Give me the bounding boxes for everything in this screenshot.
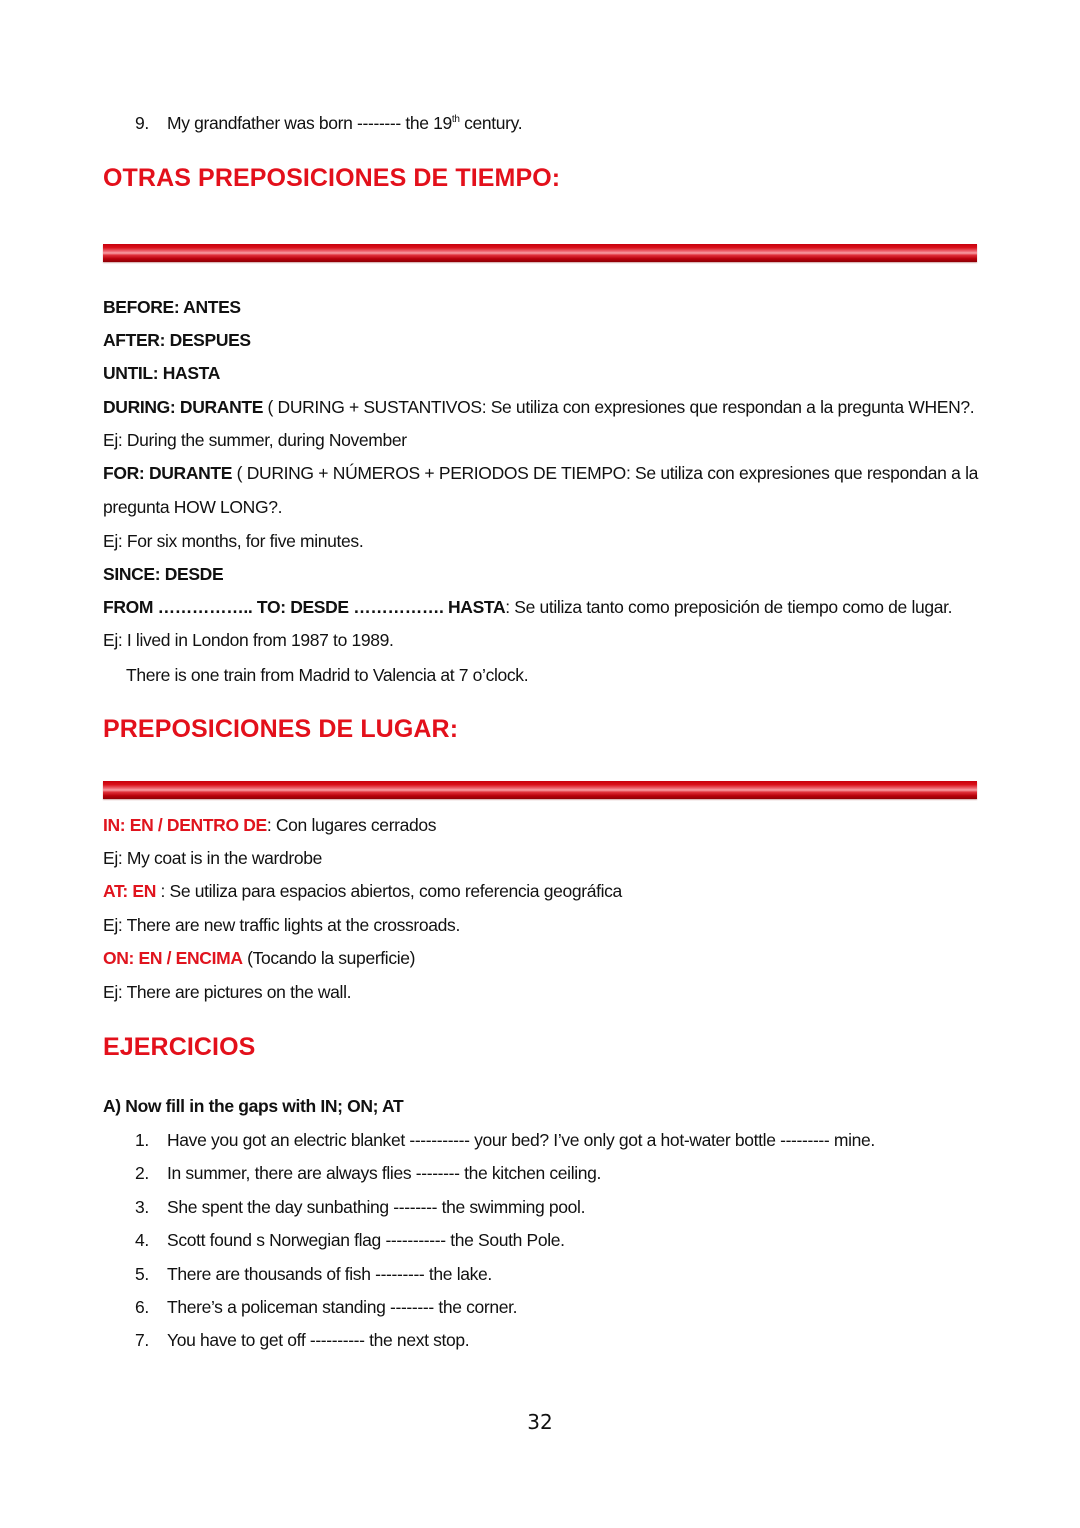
term-description: ( DURING + NÚMEROS + PERIODOS DE TIEMPO: Se utiliza con expresiones que respondan a la (232, 463, 978, 483)
term-label: AT: EN (103, 881, 156, 901)
section-heading-exercises: EJERCICIOS (103, 1033, 256, 1061)
item-text: Have you got an electric blanket ----------- your bed? I’ve only got a hot-water bottle --------- mine. (167, 1130, 875, 1150)
item-number: 7. (135, 1330, 149, 1350)
term-label: IN: EN / DENTRO DE (103, 815, 267, 835)
item-number: 5. (135, 1264, 149, 1284)
red-divider-bar (103, 244, 977, 262)
item-text: There are thousands of fish --------- the lake. (167, 1264, 492, 1284)
exercise-item (135, 1296, 517, 1318)
term-description: ( DURING + SUSTANTIVOS: Se utiliza con expresiones que respondan a la pregunta WHEN?. (263, 397, 975, 417)
term-on (103, 947, 415, 969)
exercise-item (135, 1196, 585, 1218)
term-from-to (103, 596, 952, 618)
example-during: Ej: During the summer, during November (103, 430, 407, 450)
term-label: ON: EN / ENCIMA (103, 948, 243, 968)
section-heading-place: PREPOSICIONES DE LUGAR: (103, 715, 459, 743)
item-number: 9. (135, 113, 149, 133)
exercise-item (135, 1329, 469, 1351)
example-at: Ej: There are new traffic lights at the crossroads. (103, 915, 460, 935)
item-number: 3. (135, 1197, 149, 1217)
exercise-instruction: A) Now fill in the gaps with IN; ON; AT (103, 1096, 404, 1116)
exercise-item (135, 1229, 565, 1251)
item-text: There’s a policeman standing -------- the corner. (167, 1297, 518, 1317)
item-number: 6. (135, 1297, 149, 1317)
red-divider-bar (103, 781, 977, 799)
term-in (103, 814, 436, 836)
example-from-to-2: There is one train from Madrid to Valencia at 7 o’clock. (126, 665, 529, 685)
term-before: BEFORE: ANTES (103, 297, 241, 317)
term-label: FROM …………….. TO: DESDE ……………. HASTA (103, 597, 506, 617)
term-since: SINCE: DESDE (103, 564, 224, 584)
exercise-item (135, 1129, 875, 1151)
item-text: She spent the day sunbathing -------- the swimming pool. (167, 1197, 586, 1217)
item-number: 4. (135, 1230, 149, 1250)
exercise-item (135, 1263, 492, 1285)
item-text-end: century. (459, 113, 523, 133)
exercise-item (135, 1162, 601, 1184)
term-description: : Se utiliza para espacios abiertos, como referencia geográfica (156, 881, 622, 901)
page-number: 32 (527, 1410, 553, 1434)
example-from-to: Ej: I lived in London from 1987 to 1989. (103, 630, 394, 650)
item-text: Scott found s Norwegian flag ----------- the South Pole. (167, 1230, 565, 1250)
item-text: In summer, there are always flies -------- the kitchen ceiling. (167, 1163, 602, 1183)
term-description: (Tocando la superficie) (242, 948, 416, 968)
term-after: AFTER: DESPUES (103, 330, 251, 350)
example-in: Ej: My coat is in the wardrobe (103, 848, 323, 868)
term-for (103, 462, 978, 484)
item-number: 2. (135, 1163, 149, 1183)
term-for-continuation: pregunta HOW LONG?. (103, 497, 283, 517)
item-superscript: th (451, 114, 460, 126)
item-text: You have to get off ---------- the next stop. (167, 1330, 470, 1350)
term-label: DURING: DURANTE (103, 397, 264, 417)
term-at (103, 880, 622, 902)
exercise-item-previous (135, 112, 522, 134)
section-heading-time: OTRAS PREPOSICIONES DE TIEMPO: (103, 164, 561, 192)
term-until: UNTIL: HASTA (103, 363, 220, 383)
term-description: : Con lugares cerrados (266, 815, 437, 835)
item-text: My grandfather was born -------- the 19 (167, 113, 452, 133)
item-number: 1. (135, 1130, 149, 1150)
example-on: Ej: There are pictures on the wall. (103, 982, 352, 1002)
term-label: FOR: DURANTE (103, 463, 233, 483)
term-description: : Se utiliza tanto como preposición de tiempo como de lugar. (505, 597, 953, 617)
example-for: Ej: For six months, for five minutes. (103, 531, 364, 551)
term-during (103, 396, 974, 418)
